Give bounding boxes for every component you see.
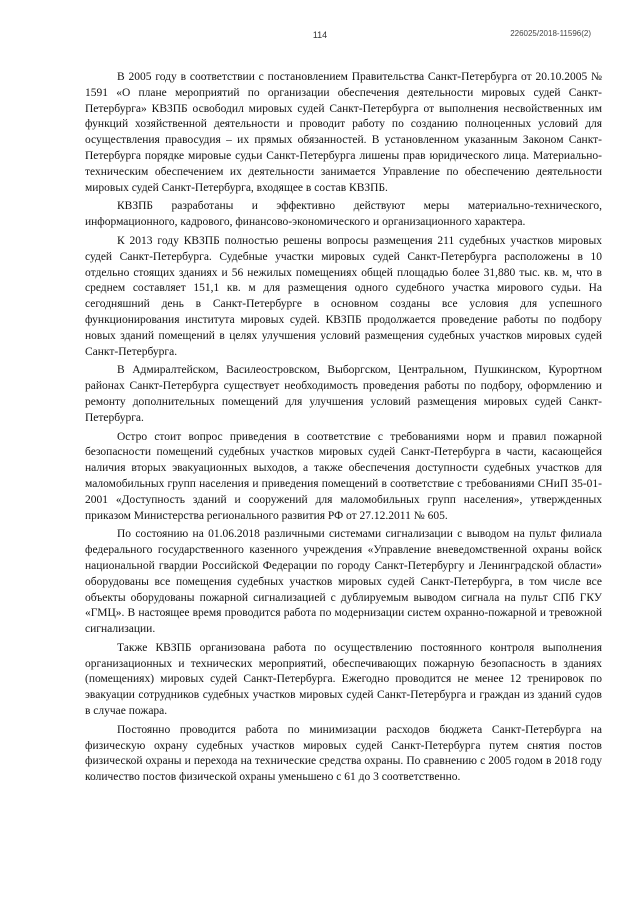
paragraph-6: По состоянию на 01.06.2018 различными системами сигнализации с выводом на пульт филиала федерального государственного казенного учреждения «Управление вневедомственной охраны войск национальной гвардии Российской Федерации по городу Санкт-Петербургу и Ленинградской области» оборудованы все помещения судебных участков мировых судей Санкт-Петербурга, в том числе все объекты оборудованы пожарной сигнализацией с дублируемым выводом сигнала на пульт СПб ГКУ «ГМЦ». В настоящее время проводится работа по модернизации систем охранно-пожарной и тревожной сигнализации. [85,528,602,636]
page-number: 114 [312,30,328,40]
document-id: 226025/2018-11596(2) [510,29,591,38]
paragraph-4: В Адмиралтейском, Василеостровском, Выборгском, Центральном, Пушкинском, Курортном районах Санкт-Петербурга существует необходимость проведения работы по подбору, оформлению и ремонту дополнительных помещений для улучшения условий размещения мировых судей Санкт-Петербурга. [85,364,602,424]
paragraph-8: Постоянно проводится работа по минимизации расходов бюджета Санкт-Петербурга на физическую охрану судебных участков мировых судей Санкт-Петербурга путем снятия постов физической охраны и перехода на технические средства охраны. По сравнению с 2005 годом в 2018 году количество постов физической охраны уменьшено с 61 до 3 соответственно. [85,723,602,784]
document-body [85,70,602,789]
paragraph-5: Остро стоит вопрос приведения в соответствие с требованиями норм и правил пожарной безопасности помещений судебных участков мировых судей Санкт-Петербурга в части, касающейся наличия вторых эвакуационных выходов, а также обеспечения доступности судебных участков для маломобильных групп населения и приведения помещений в соответствие с требованиями СНиП 35-01-2001 «Доступность зданий и сооружений для маломобильных групп населения», утвержденных приказом Министерства регионального развития РФ от 27.12.2011 № 605. [85,430,602,522]
paragraph-3: К 2013 году КВЗПБ полностью решены вопросы размещения 211 судебных участков мировых судей Санкт-Петербурга. Судебные участки мировых судей Санкт-Петербурга расположены в 10 отдельно стоящих зданиях и 56 нежилых помещениях общей площадью более 31,880 тыс. кв. м, что в среднем составляет 151,1 кв. м для размещения одного судебного участка мирового судьи. На сегодняшний день в Санкт-Петербурге в основном созданы все условия для успешного функционирования института мировых судей. КВЗПБ продолжается проведение работы по подбору новых зданий помещений в целях улучшения условий размещения судебных участков мировых судей Санкт-Петербурга. [85,234,602,358]
paragraph-2: КВЗПБ разработаны и эффективно действуют меры материально-технического, информационного, кадрового, финансово-экономического и организационного характера. [85,200,602,229]
paragraph-1: В 2005 году в соответствии с постановлением Правительства Санкт-Петербурга от 20.10.2005 № 1591 «О плане мероприятий по организации обеспечения деятельности мировых судей Санкт-Петербурга» КВЗПБ освободил мировых судей Санкт-Петербурга от выполнения несвойственных им функций хозяйственной деятельности и проводит работу по созданию полноценных условий для осуществления правосудия – их прямых обязанностей. В установленном указанным Законом Санкт-Петербурга порядке мировые судьи Санкт-Петербурга лишены прав юридического лица. Материально-техническим обеспечением их деятельности занимается Управление по обеспечению деятельности мировых судей Санкт-Петербурга, входящее в состав КВЗПБ. [85,71,602,194]
paragraph-7: Также КВЗПБ организована работа по осуществлению постоянного контроля выполнения организационных и технических мероприятий, обеспечивающих пожарную безопасность в зданиях (помещениях) мировых судей Санкт-Петербурга. Ежегодно проводится не менее 12 тренировок по эвакуации сотрудников судебных участков мировых судей Санкт-Петербурга и граждан из зданий судов в случае пожара. [85,641,602,718]
